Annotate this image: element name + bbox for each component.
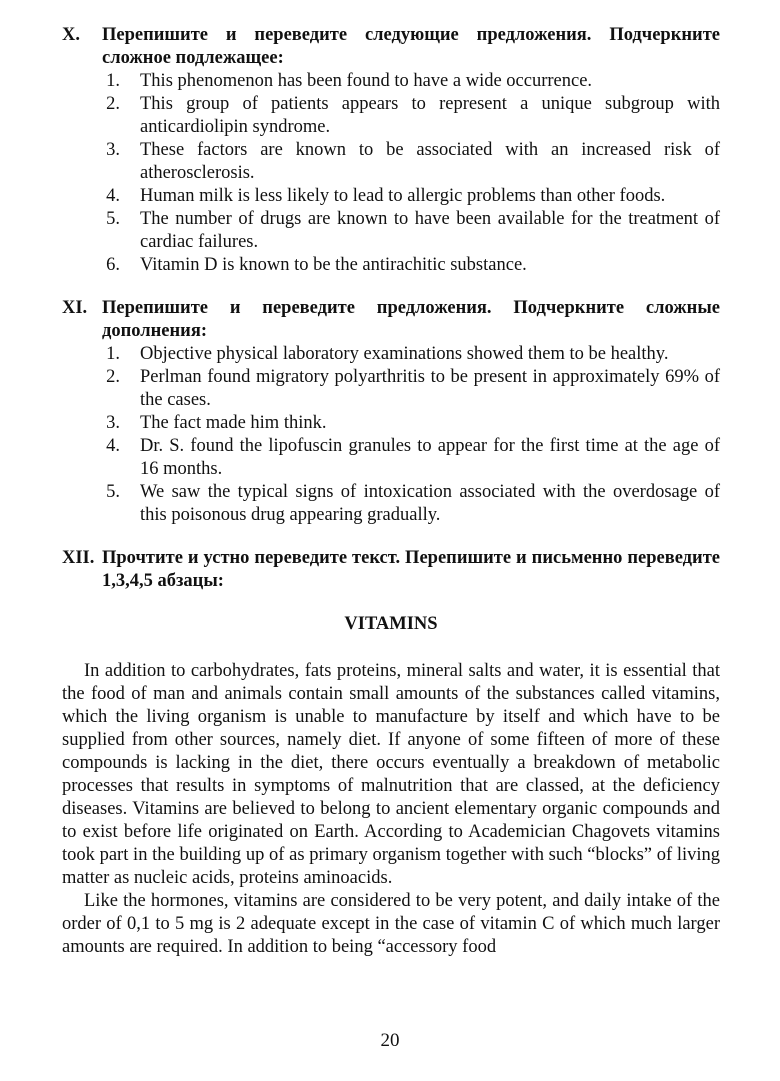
list-item — [62, 139, 720, 185]
list-item — [62, 185, 720, 208]
exercise-number: XII. — [62, 548, 95, 568]
item-number: 3. — [106, 413, 120, 433]
list-item — [62, 70, 720, 93]
item-text: Objective physical laboratory examinations showed them to be healthy. — [140, 344, 669, 364]
exercise-xii — [62, 547, 720, 593]
exercise-instruction: Перепишите и переведите следующие предложения. Подчеркните сложное подлежащее: — [102, 25, 720, 68]
item-text: The number of drugs are known to have been available for the treatment of cardiac failures. — [140, 209, 720, 252]
article-paragraph: Like the hormones, vitamins are considered to be very potent, and daily intake of the order of 0,1 to 5 mg is 2 adequate except in the case of vitamin C of which much larger amounts are required. In addition to being “accessory food — [62, 891, 720, 957]
item-text: We saw the typical signs of intoxication associated with the overdosage of this poisonous drug appearing gradually. — [140, 482, 720, 525]
item-number: 4. — [106, 186, 120, 206]
list-item — [62, 412, 720, 435]
item-number: 2. — [106, 94, 120, 114]
item-number: 5. — [106, 482, 120, 502]
exercise-x — [62, 24, 720, 277]
item-text: Perlman found migratory polyarthritis to be present in approximately 69% of the cases. — [140, 367, 720, 410]
exercise-xi — [62, 297, 720, 527]
item-number: 4. — [106, 436, 120, 456]
item-number: 3. — [106, 140, 120, 160]
article-paragraph: In addition to carbohydrates, fats proteins, mineral salts and water, it is essential that the food of man and animals contain small amounts of the substances called vitamins, which the living organism is unable to manufacture by itself and which have to be supplied from other sources, namely diet. If anyone of some fifteen of more of these compounds is lacking in the diet, there occurs eventually a breakdown of metabolic processes that results in symptoms of malnutrition that are classed, at the deficiency diseases. Vitamins are believed to belong to ancient elementary organic compounds and to exist before life originated on Earth. According to Academician Chagovets vitamins took part in the building up of as primary organism together with such “blocks” of living matter as nucleic acids, proteins aminoacids. — [62, 661, 720, 888]
list-item — [62, 93, 720, 139]
exercise-x-heading — [62, 24, 720, 70]
exercise-number: X. — [62, 25, 80, 45]
item-number: 1. — [106, 71, 120, 91]
sentence-list — [62, 70, 720, 277]
item-text: This phenomenon has been found to have a wide occurrence. — [140, 71, 593, 91]
item-text: These factors are known to be associated with an increased risk of atherosclerosis. — [140, 140, 720, 183]
list-item — [62, 208, 720, 254]
item-text: This group of patients appears to represent a unique subgroup with anticardiolipin syndrome. — [140, 94, 720, 137]
list-item — [62, 366, 720, 412]
exercise-instruction: Перепишите и переведите предложения. Подчеркните сложные дополнения: — [102, 298, 720, 341]
list-item — [62, 481, 720, 527]
sentence-list — [62, 343, 720, 527]
list-item — [62, 254, 720, 277]
item-text: Dr. S. found the lipofuscin granules to appear for the first time at the age of 16 months. — [140, 436, 720, 479]
item-text: Human milk is less likely to lead to allergic problems than other foods. — [140, 186, 666, 206]
page-number: 20 — [380, 1030, 400, 1051]
item-number: 1. — [106, 344, 120, 364]
article-title: VITAMINS — [344, 614, 438, 634]
exercise-number: XI. — [62, 298, 88, 318]
item-number: 5. — [106, 209, 120, 229]
item-number: 2. — [106, 367, 120, 387]
exercise-xii-heading — [62, 547, 720, 593]
exercise-xi-heading — [62, 297, 720, 343]
list-item — [62, 343, 720, 366]
item-text: Vitamin D is known to be the antirachitic substance. — [140, 255, 527, 275]
exercise-instruction: Прочтите и устно переведите текст. Перепишите и письменно переведите 1,3,4,5 абзацы: — [102, 548, 720, 591]
item-text: The fact made him think. — [140, 413, 327, 433]
list-item — [62, 435, 720, 481]
item-number: 6. — [106, 255, 120, 275]
